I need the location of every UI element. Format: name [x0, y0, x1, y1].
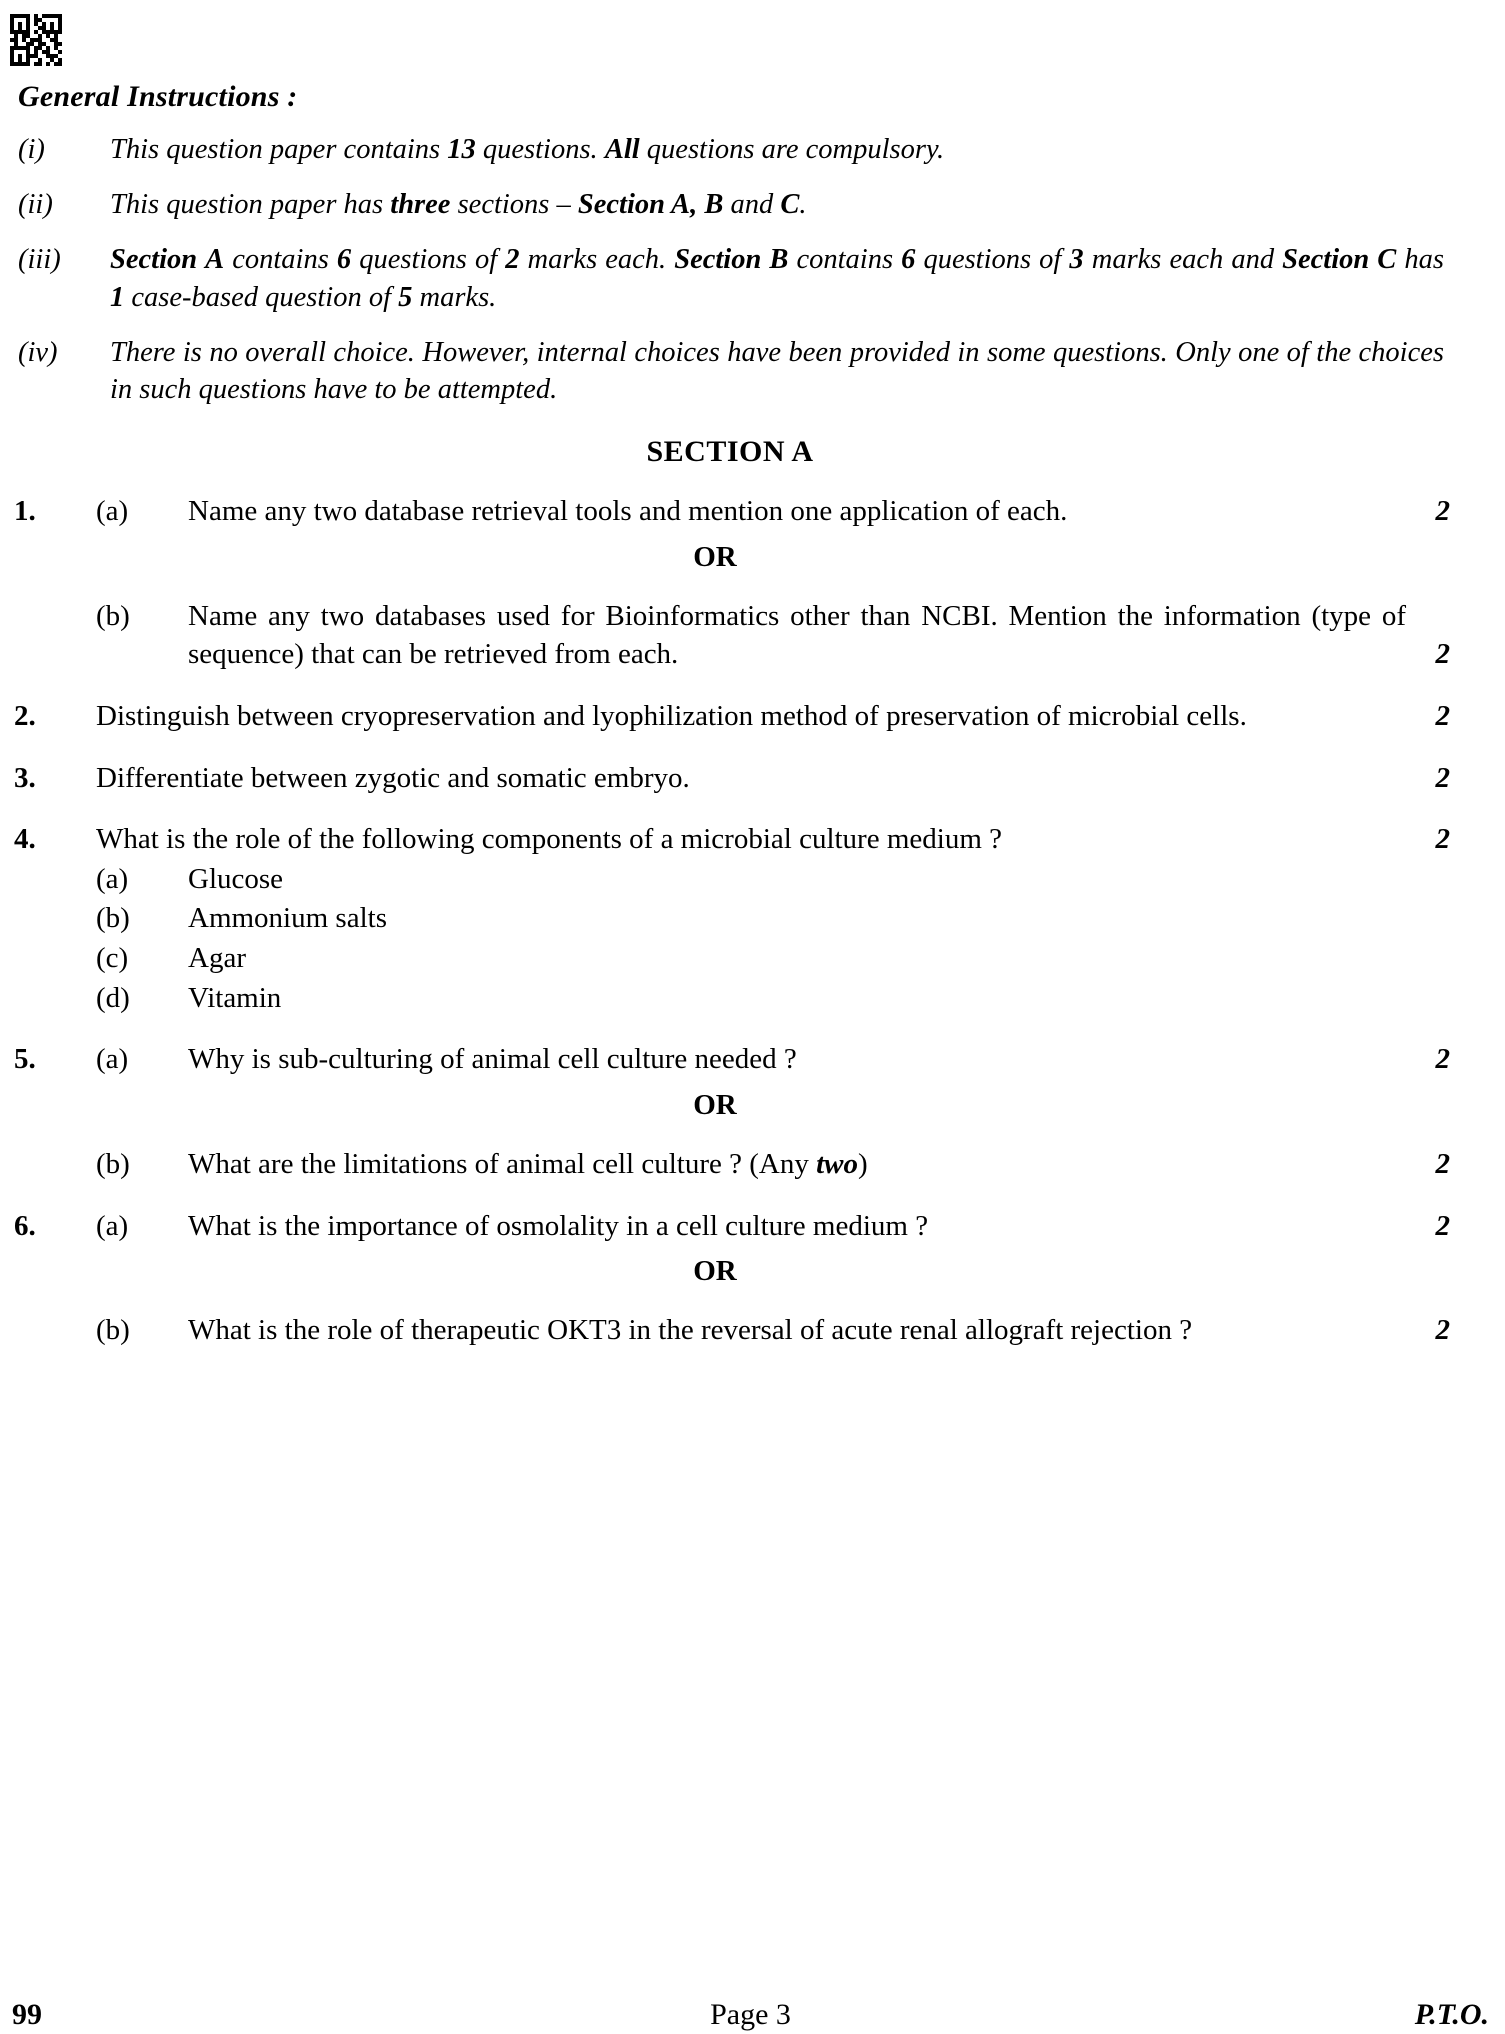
instruction-number: (iii): [18, 243, 61, 275]
question-marks: 2: [1435, 700, 1450, 733]
question-3: [10, 759, 1450, 798]
or-separator: OR: [693, 1089, 737, 1122]
question-part-label: (a): [96, 1043, 129, 1076]
subitem-text: Glucose: [188, 862, 284, 895]
question-5b: [10, 1145, 1450, 1184]
question-text-post: ): [858, 1148, 868, 1181]
question-marks: 2: [1435, 823, 1450, 856]
instruction-item: [10, 131, 1450, 169]
section-a-heading: SECTION A: [646, 435, 814, 469]
instruction-number: (ii): [18, 188, 53, 220]
instruction-text: This question paper contains 13 questions. All questions are compulsory.: [110, 134, 945, 165]
question-text: [188, 1145, 1416, 1184]
subitem-label: (a): [96, 862, 129, 895]
subitem-label: (c): [96, 942, 129, 975]
question-part-label: (b): [96, 1148, 130, 1181]
subitem-text: Vitamin: [188, 981, 282, 1014]
subitem-label: (b): [96, 902, 130, 935]
question-4-subitem: [10, 900, 1450, 938]
question-marks: 2: [1435, 1148, 1450, 1181]
question-marks: 2: [1435, 761, 1450, 794]
question-text-pre: What are the limitations of animal cell culture ? (Any: [188, 1148, 817, 1181]
question-text: What is the role of the following components of a microbial culture medium ?: [96, 823, 1002, 856]
question-text: Name any two databases used for Bioinformatics other than NCBI. Mention the information (type of sequence) that can be retrieved from each.: [188, 599, 1406, 671]
question-2: [10, 697, 1450, 736]
question-part-label: (b): [96, 599, 130, 632]
question-1a: [10, 492, 1450, 531]
general-instructions-title: General Instructions :: [18, 80, 298, 113]
subitem-text: Ammonium salts: [188, 902, 387, 935]
footer-code: 99: [12, 1998, 42, 2031]
subitem-text: Agar: [188, 942, 246, 975]
question-part-label: (a): [96, 495, 129, 528]
page-footer: [0, 1998, 1505, 2032]
instruction-item: [10, 334, 1450, 410]
instruction-item: [10, 186, 1450, 224]
question-marks: 2: [1435, 638, 1450, 671]
turn-over-label: P.T.O.: [1414, 1998, 1489, 2031]
question-text: Name any two database retrieval tools and mention one application of each.: [188, 495, 1068, 528]
question-marks: 2: [1435, 1314, 1450, 1347]
instruction-number: (iv): [18, 336, 58, 368]
question-4-subitem: [10, 980, 1450, 1018]
instruction-text: Section A contains 6 questions of 2 marks each. Section B contains 6 questions of 3 marks each and Section C has 1 case-based question of 5 marks.: [110, 243, 1444, 313]
question-number: 5.: [14, 1043, 36, 1076]
question-text: Why is sub-culturing of animal cell culture needed ?: [188, 1043, 797, 1076]
qr-code-icon: [10, 14, 62, 66]
question-6a: [10, 1207, 1450, 1246]
question-4: [10, 820, 1450, 859]
or-separator: OR: [693, 1255, 737, 1288]
question-marks: 2: [1435, 1209, 1450, 1242]
question-number: 3.: [14, 761, 36, 794]
question-number-spacer: [10, 1145, 96, 1184]
instruction-item: [10, 241, 1450, 317]
question-4-subitem: [10, 940, 1450, 978]
subitem-label: (d): [96, 981, 130, 1014]
question-5a: [10, 1040, 1450, 1079]
instruction-text: This question paper has three sections – Section A, B and C.: [110, 188, 807, 220]
question-text: What is the importance of osmolality in a cell culture medium ?: [188, 1209, 929, 1242]
question-text: What is the role of therapeutic OKT3 in the reversal of acute renal allograft rejection ?: [188, 1314, 1193, 1347]
instruction-number: (i): [18, 134, 45, 165]
question-part-label: (a): [96, 1209, 129, 1242]
question-part-label: (b): [96, 1314, 130, 1347]
instruction-text: There is no overall choice. However, internal choices have been provided in some questions. Only one of the choices in such questions have to be attempted.: [110, 336, 1444, 406]
question-number-spacer: [10, 1311, 96, 1350]
question-marks: 2: [1435, 495, 1450, 528]
question-number: 6.: [14, 1209, 36, 1242]
question-number: 4.: [14, 823, 36, 856]
question-marks: 2: [1435, 1043, 1450, 1076]
page-number: Page 3: [710, 1998, 791, 2031]
question-1b: [10, 597, 1450, 674]
question-text: Differentiate between zygotic and somatic embryo.: [96, 761, 690, 794]
question-number-spacer: [10, 597, 96, 674]
question-number: 2.: [14, 700, 36, 733]
question-4-subitem: [10, 861, 1450, 899]
question-number: 1.: [14, 495, 36, 528]
question-text-emphasis: two: [816, 1148, 859, 1181]
or-separator: OR: [693, 540, 737, 573]
question-text: Distinguish between cryopreservation and lyophilization method of preservation of microbial cells.: [96, 700, 1247, 733]
question-6b: [10, 1311, 1450, 1350]
